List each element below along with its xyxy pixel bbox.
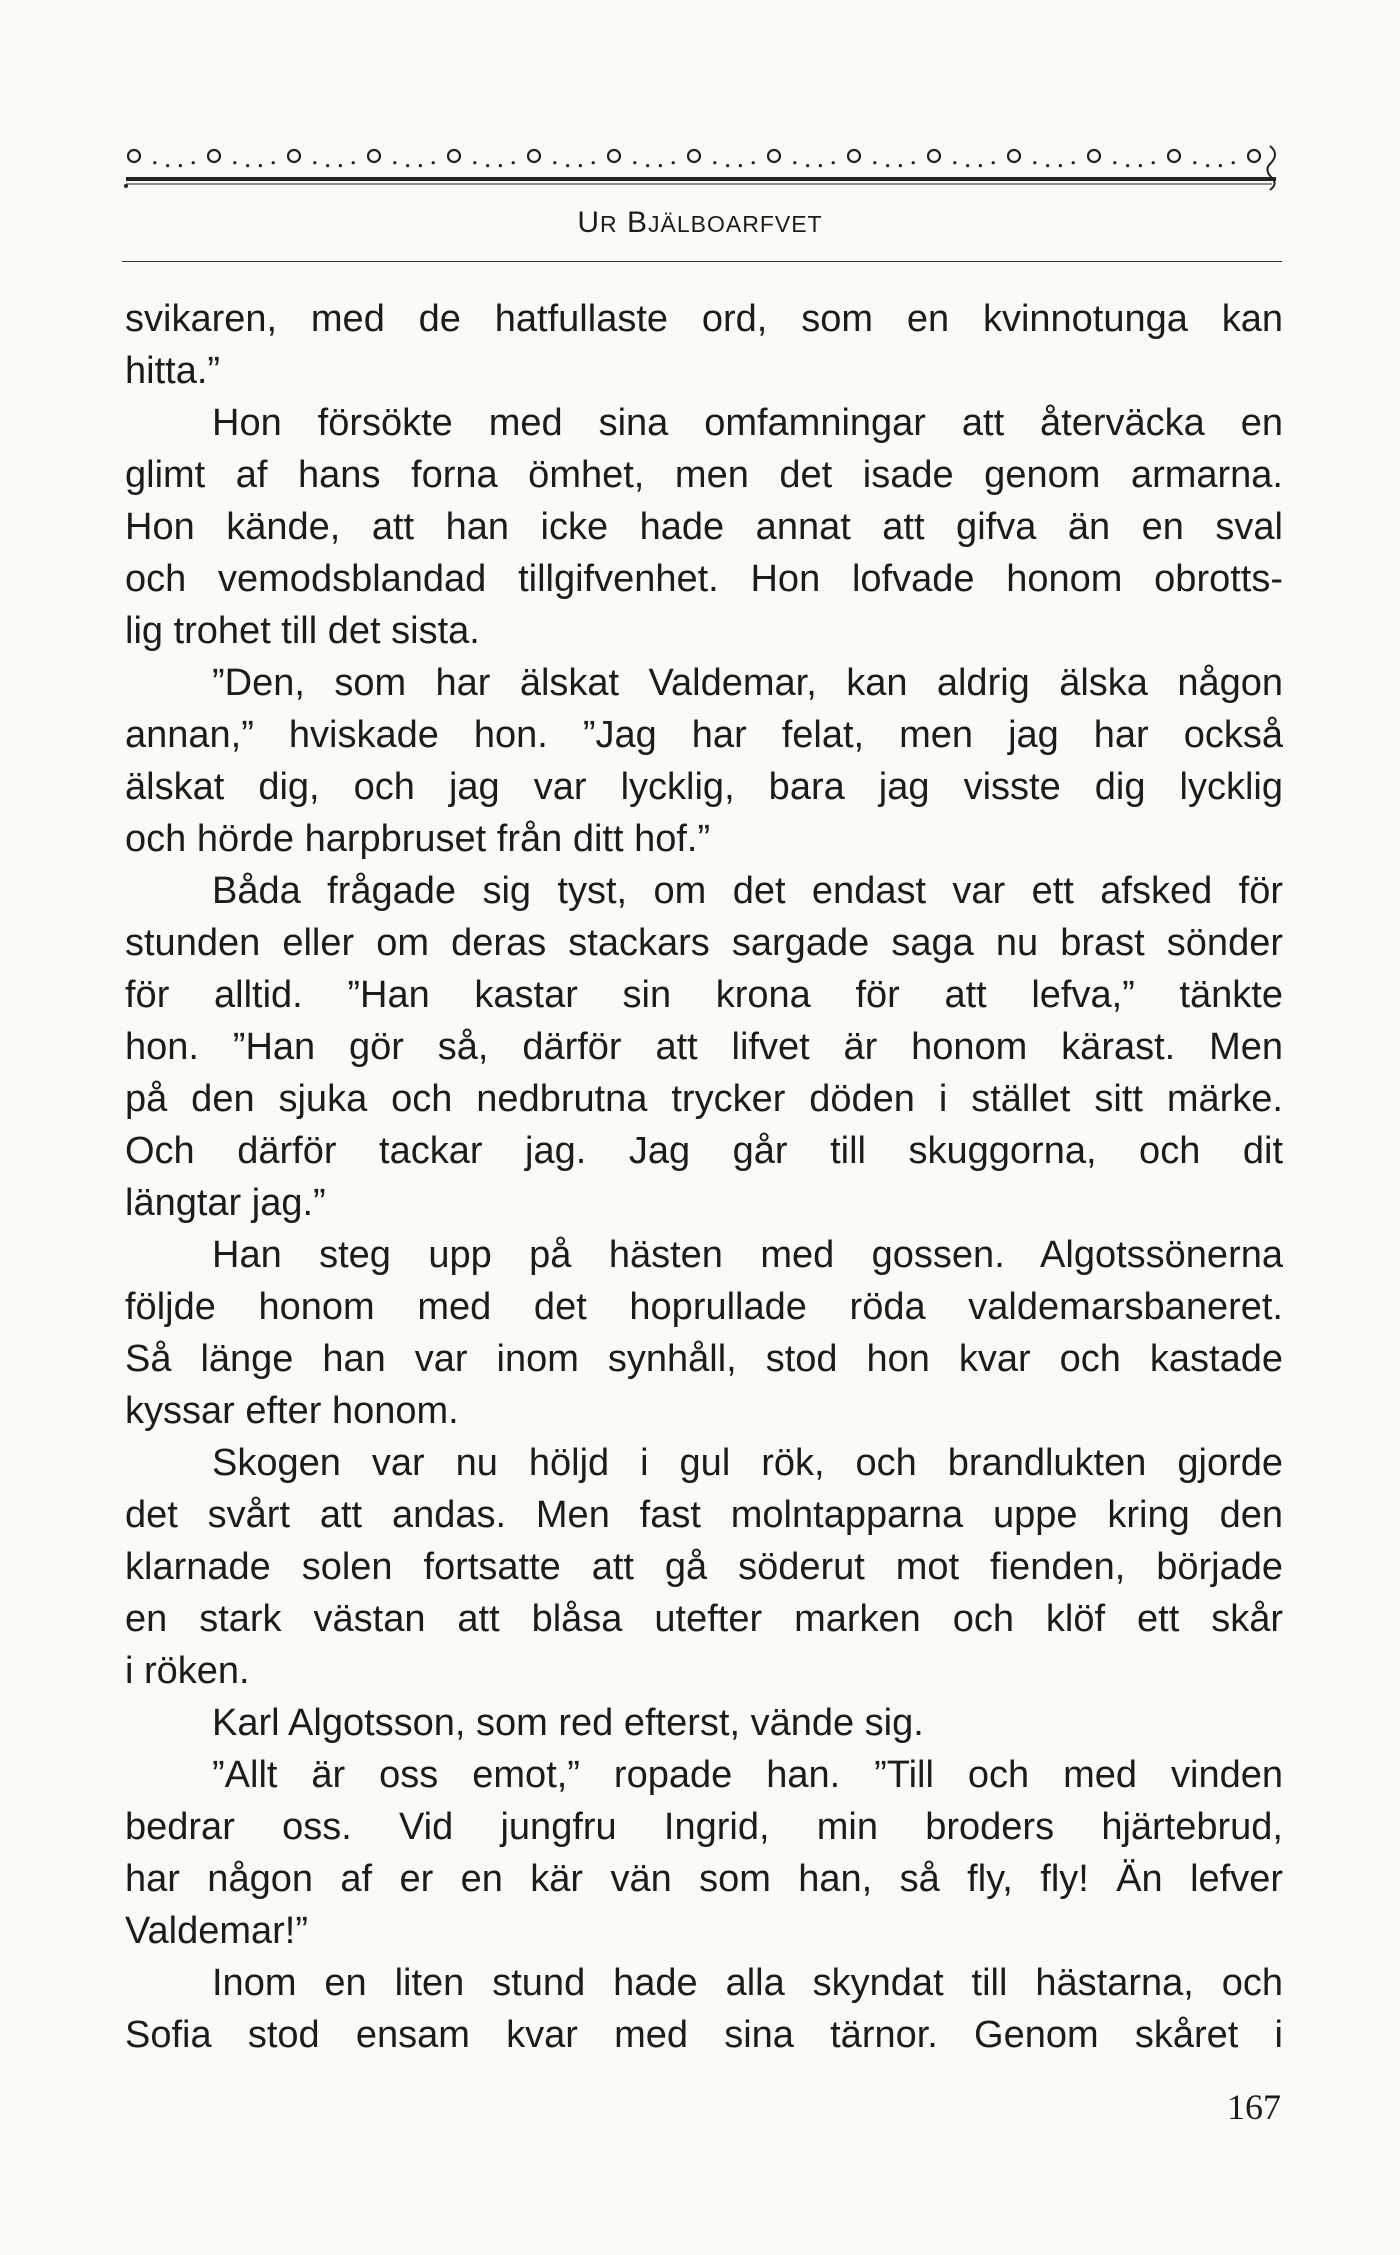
ornament-dot	[1072, 161, 1075, 164]
ornament-dot	[1232, 161, 1235, 164]
ornament-dot	[873, 161, 876, 164]
body-text	[125, 293, 1283, 2061]
text-line: kyssar efter honom.	[125, 1390, 459, 1432]
text-line: Hon kände, att han icke hade annat att gifva än en sval	[125, 506, 1283, 548]
text-line: glimt af hans forna ömhet, men det isade genom armarna.	[125, 454, 1283, 496]
text-line: Hon försökte med sina omfamningar att återväcka en	[212, 402, 1283, 444]
ornament-dot	[473, 161, 476, 164]
text-line: Och därför tackar jag. Jag går till skuggorna, och dit	[125, 1130, 1283, 1172]
ornament-dot	[313, 161, 316, 164]
ornament-dot	[953, 161, 956, 164]
text-line: Karl Algotsson, som red efterst, vände sig.	[212, 1702, 924, 1744]
header-rule	[122, 261, 1282, 262]
text-line: bedrar oss. Vid jungfru Ingrid, min broders hjärtebrud,	[125, 1806, 1283, 1848]
ornament-dot	[832, 161, 835, 164]
ornament-dot	[153, 161, 156, 164]
ornament-ring	[368, 150, 380, 162]
decorative-header-border	[122, 134, 1282, 194]
ornament-dot	[899, 164, 902, 167]
text-line: på den sjuka och nedbrutna trycker döden i stället sitt märke.	[125, 1078, 1283, 1120]
text-line: lig trohet till det sista.	[125, 610, 480, 652]
ornament-dot	[499, 164, 502, 167]
ornament-dot	[166, 164, 169, 167]
ornament-dot	[566, 164, 569, 167]
ornament-dot	[1219, 164, 1222, 167]
text-line: Han steg upp på hästen med gossen. Algotssönerna	[212, 1234, 1283, 1276]
ornament-dot	[512, 161, 515, 164]
text-line: det svårt att andas. Men fast molntapparna uppe kring den	[125, 1494, 1283, 1536]
text-line: svikaren, med de hatfullaste ord, som en kvinnotunga kan	[125, 298, 1283, 340]
ornament-dot	[393, 161, 396, 164]
text-line: klarnade solen fortsatte att gå söderut mot fienden, började	[125, 1546, 1283, 1588]
ornament-dot	[339, 164, 342, 167]
ornament-dot	[672, 161, 675, 164]
ornament-dot	[553, 161, 556, 164]
ornament-ring	[1248, 150, 1260, 162]
ornament-dot	[979, 164, 982, 167]
ornament-dot	[419, 164, 422, 167]
ornament-dot	[326, 164, 329, 167]
text-line: och vemodsblandad tillgifvenhet. Hon lofvade honom obrotts-	[125, 558, 1283, 600]
ornament-dot	[192, 161, 195, 164]
text-line: för alltid. ”Han kastar sin krona för att lefva,” tänkte	[125, 974, 1283, 1016]
ornament-dot	[1206, 164, 1209, 167]
ornament-dot	[233, 161, 236, 164]
ornament-dot	[806, 164, 809, 167]
text-line: älskat dig, och jag var lycklig, bara jag visste dig lycklig	[125, 766, 1283, 808]
text-line: en stark västan att blåsa utefter marken och klöf ett skår	[125, 1598, 1283, 1640]
ornament-dot	[646, 164, 649, 167]
ornament-dot	[912, 161, 915, 164]
ornament-dot	[579, 164, 582, 167]
page-number: 167	[1227, 2087, 1281, 2127]
text-line: och hörde harpbruset från ditt hof.”	[125, 818, 711, 860]
running-head-smallcaps-1: R	[600, 211, 618, 237]
ornament-ring	[848, 150, 860, 162]
ornament-ring	[1088, 150, 1100, 162]
ornament-dot	[1139, 164, 1142, 167]
running-head	[0, 206, 1400, 240]
ornament-dot	[992, 161, 995, 164]
ornament-dot	[1152, 161, 1155, 164]
ornament-ring	[608, 150, 620, 162]
text-line: Skogen var nu höljd i gul rök, och brandlukten gjorde	[212, 1442, 1283, 1484]
ornament-dot	[793, 161, 796, 164]
ornament-dot	[179, 164, 182, 167]
ornament-ring	[288, 150, 300, 162]
ornament-ring	[528, 150, 540, 162]
ornament-dot	[406, 164, 409, 167]
ornament-ring	[688, 150, 700, 162]
ornament-dot	[432, 161, 435, 164]
text-line: följde honom med det hoprullade röda valdemarsbaneret.	[125, 1286, 1283, 1328]
text-line: hitta.”	[125, 350, 221, 392]
text-line: Sofia stod ensam kvar med sina tärnor. Genom skåret i	[125, 2014, 1283, 2056]
text-line: har någon af er en kär vän som han, så fly, fly! Än lefver	[125, 1858, 1283, 1900]
text-line: i röken.	[125, 1650, 250, 1692]
ornament-ring	[208, 150, 220, 162]
ornament-dot	[486, 164, 489, 167]
running-head-initial-2: B	[627, 206, 649, 239]
ornament-dot	[1193, 161, 1196, 164]
text-line: annan,” hviskade hon. ”Jag har felat, men jag har också	[125, 714, 1283, 756]
ornament-ring	[928, 150, 940, 162]
ornament-dot	[259, 164, 262, 167]
ornament-dot	[739, 164, 742, 167]
ornament-dot	[352, 161, 355, 164]
text-line: ”Den, som har älskat Valdemar, kan aldrig älska någon	[212, 662, 1283, 704]
text-line: Valdemar!”	[125, 1910, 309, 1952]
ornament-dot	[752, 161, 755, 164]
ornament-dot	[886, 164, 889, 167]
text-line: Inom en liten stund hade alla skyndat till hästarna, och	[212, 1962, 1283, 2004]
ornament-dot	[633, 161, 636, 164]
text-line: stunden eller om deras stackars sargade saga nu brast sönder	[125, 922, 1283, 964]
ornament-ring	[1168, 150, 1180, 162]
ornament-dot	[272, 161, 275, 164]
ornament-dot	[726, 164, 729, 167]
ornament-dot	[966, 164, 969, 167]
text-line: Båda frågade sig tyst, om det endast var ett afsked för	[212, 870, 1283, 912]
running-head-initial-1: U	[577, 206, 601, 239]
ornament-ring	[768, 150, 780, 162]
ornament-dot	[592, 161, 595, 164]
ornament-dot	[819, 164, 822, 167]
ornament-dot	[713, 161, 716, 164]
running-head-smallcaps-2: JÄLBOARFVET	[648, 211, 823, 237]
ornament-ring	[1008, 150, 1020, 162]
ornament-dot	[1113, 161, 1116, 164]
ornament-dot	[246, 164, 249, 167]
ornament-ring	[128, 150, 140, 162]
ornament-dot	[659, 164, 662, 167]
ornament-dot	[1059, 164, 1062, 167]
ornament-ring	[448, 150, 460, 162]
text-line: Så länge han var inom synhåll, stod hon kvar och kastade	[125, 1338, 1283, 1380]
ornament-dot	[1046, 164, 1049, 167]
ornament-dot	[1033, 161, 1036, 164]
text-line: längtar jag.”	[125, 1182, 326, 1224]
text-line: ”Allt är oss emot,” ropade han. ”Till och med vinden	[212, 1754, 1283, 1796]
text-line: hon. ”Han gör så, därför att lifvet är honom kärast. Men	[125, 1026, 1283, 1068]
ornament-dot	[1126, 164, 1129, 167]
